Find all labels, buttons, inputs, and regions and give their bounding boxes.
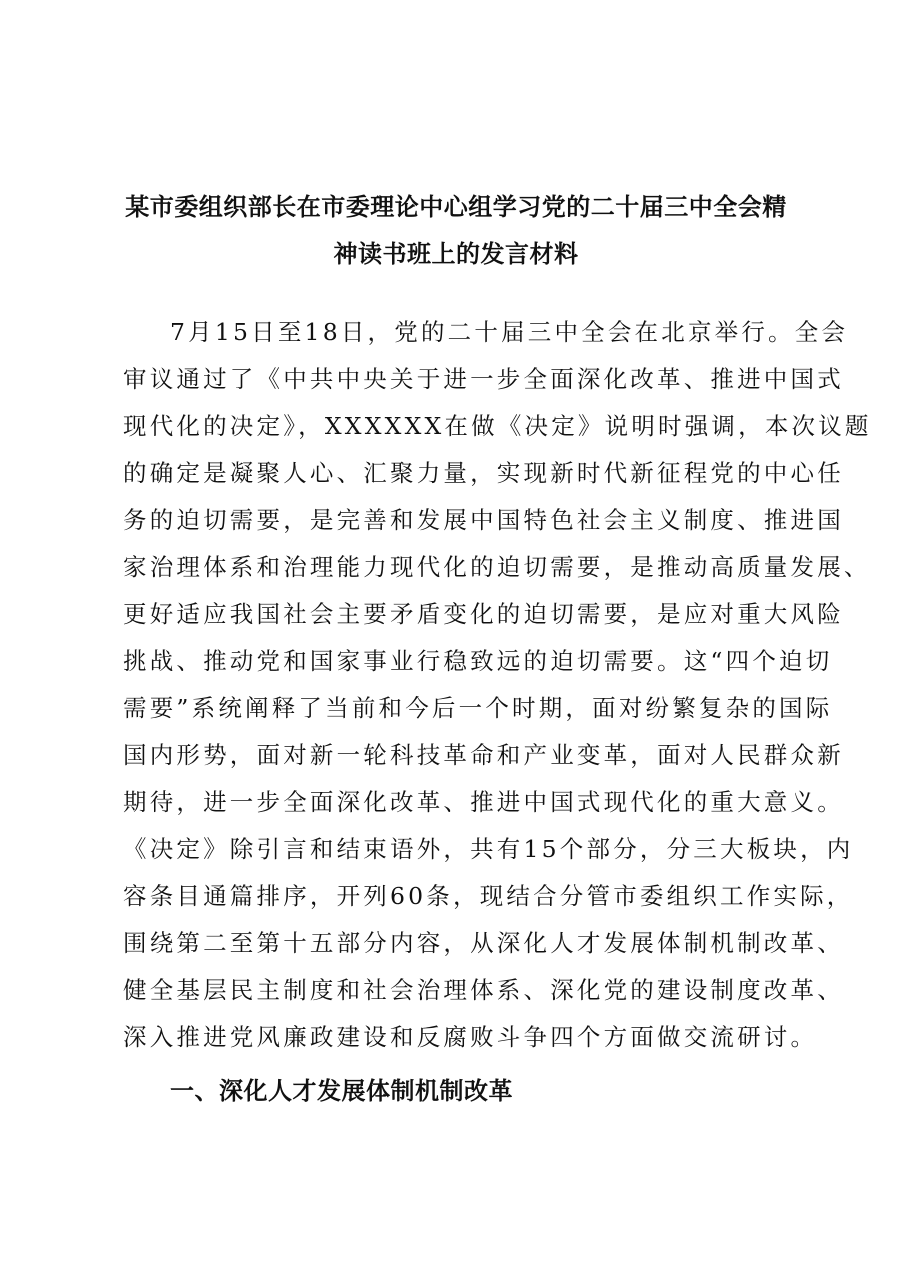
paragraph-line: 务的迫切需要，是完善和发展中国特色社会主义制度、推进国	[123, 506, 844, 534]
paragraph-line: 更好适应我国社会主要矛盾变化的迫切需要，是应对重大风险	[123, 600, 844, 628]
paragraph-line: 审议通过了《中共中央关于进一步全面深化改革、推进中国式	[123, 365, 844, 393]
document-title-line-1: 某市委组织部长在市委理论中心组学习党的二十届三中全会精	[125, 192, 787, 221]
paragraph-line: 现代化的决定》，XXXXXX在做《决定》说明时强调，本次议题	[123, 412, 872, 440]
paragraph-line: 需要”系统阐释了当前和今后一个时期，面对纷繁复杂的国际	[123, 694, 833, 722]
document-title-line-2: 神读书班上的发言材料	[333, 239, 579, 268]
paragraph-line: 围绕第二至第十五部分内容，从深化人才发展体制机制改革、	[123, 929, 844, 957]
section-heading: 一、深化人才发展体制机制改革	[170, 1077, 513, 1105]
paragraph-line: 挑战、推动党和国家事业行稳致远的迫切需要。这“四个迫切	[123, 647, 833, 675]
paragraph-line: 健全基层民主制度和社会治理体系、深化党的建设制度改革、	[123, 976, 844, 1004]
paragraph-line: 《决定》除引言和结束语外，共有15个部分，分三大板块，内	[123, 835, 854, 863]
paragraph-line: 的确定是凝聚人心、汇聚力量，实现新时代新征程党的中心任	[123, 459, 844, 487]
paragraph-line: 家治理体系和治理能力现代化的迫切需要，是推动高质量发展、	[123, 553, 871, 581]
paragraph-line: 7月15日至18日，党的二十届三中全会在北京举行。全会	[170, 318, 849, 346]
paragraph-line: 深入推进党风廉政建设和反腐败斗争四个方面做交流研讨。	[123, 1023, 818, 1051]
paragraph-line: 国内形势，面对新一轮科技革命和产业变革，面对人民群众新	[123, 741, 844, 769]
paragraph-line: 容条目通篇排序，开列60条，现结合分管市委组织工作实际，	[123, 882, 854, 910]
paragraph-line: 期待，进一步全面深化改革、推进中国式现代化的重大意义。	[123, 788, 844, 816]
